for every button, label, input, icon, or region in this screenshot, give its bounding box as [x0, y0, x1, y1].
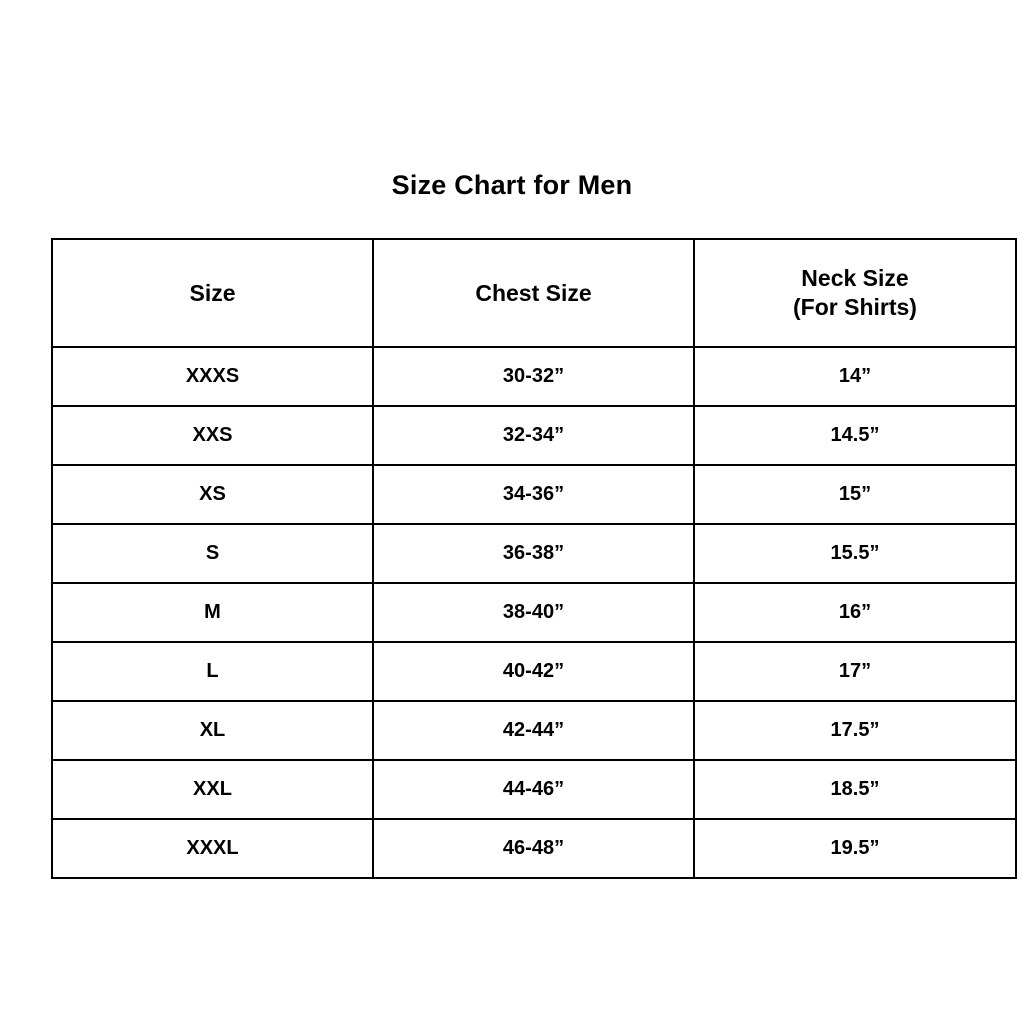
cell-size: XXL [52, 760, 373, 819]
cell-size: S [52, 524, 373, 583]
table-header [52, 239, 1016, 347]
cell-size: XXXL [52, 819, 373, 878]
column-header-chest-size-label: Chest Size [475, 279, 592, 306]
cell-neck: 14.5” [694, 406, 1016, 465]
cell-neck: 17.5” [694, 701, 1016, 760]
cell-size: L [52, 642, 373, 701]
cell-chest: 34-36” [373, 465, 694, 524]
cell-chest: 42-44” [373, 701, 694, 760]
cell-neck: 16” [694, 583, 1016, 642]
cell-chest: 30-32” [373, 347, 694, 406]
column-header-neck-size [694, 239, 1016, 347]
table-row [52, 819, 1016, 878]
size-chart-table [51, 238, 1017, 879]
size-chart-table-wrapper [51, 238, 973, 879]
cell-chest: 44-46” [373, 760, 694, 819]
cell-neck: 17” [694, 642, 1016, 701]
cell-neck: 14” [694, 347, 1016, 406]
table-body [52, 347, 1016, 878]
cell-chest: 32-34” [373, 406, 694, 465]
cell-size: XXXS [52, 347, 373, 406]
cell-chest: 38-40” [373, 583, 694, 642]
column-header-size [52, 239, 373, 347]
cell-chest: 40-42” [373, 642, 694, 701]
table-row [52, 701, 1016, 760]
table-row [52, 760, 1016, 819]
cell-neck: 18.5” [694, 760, 1016, 819]
cell-neck: 15” [694, 465, 1016, 524]
cell-size: M [52, 583, 373, 642]
cell-size: XS [52, 465, 373, 524]
table-row [52, 406, 1016, 465]
table-row [52, 465, 1016, 524]
table-header-row [52, 239, 1016, 347]
cell-chest: 36-38” [373, 524, 694, 583]
cell-size: XXS [52, 406, 373, 465]
cell-neck: 15.5” [694, 524, 1016, 583]
cell-size: XL [52, 701, 373, 760]
table-row [52, 524, 1016, 583]
cell-neck: 19.5” [694, 819, 1016, 878]
page-title: Size Chart for Men [391, 170, 633, 200]
table-row [52, 583, 1016, 642]
column-header-size-label: Size [189, 279, 236, 306]
column-header-chest-size [373, 239, 694, 347]
column-header-neck-size-label: Neck Size [801, 265, 909, 292]
table-row [52, 347, 1016, 406]
table-row [52, 642, 1016, 701]
cell-chest: 46-48” [373, 819, 694, 878]
column-header-neck-size-sublabel: (For Shirts) [793, 294, 917, 320]
